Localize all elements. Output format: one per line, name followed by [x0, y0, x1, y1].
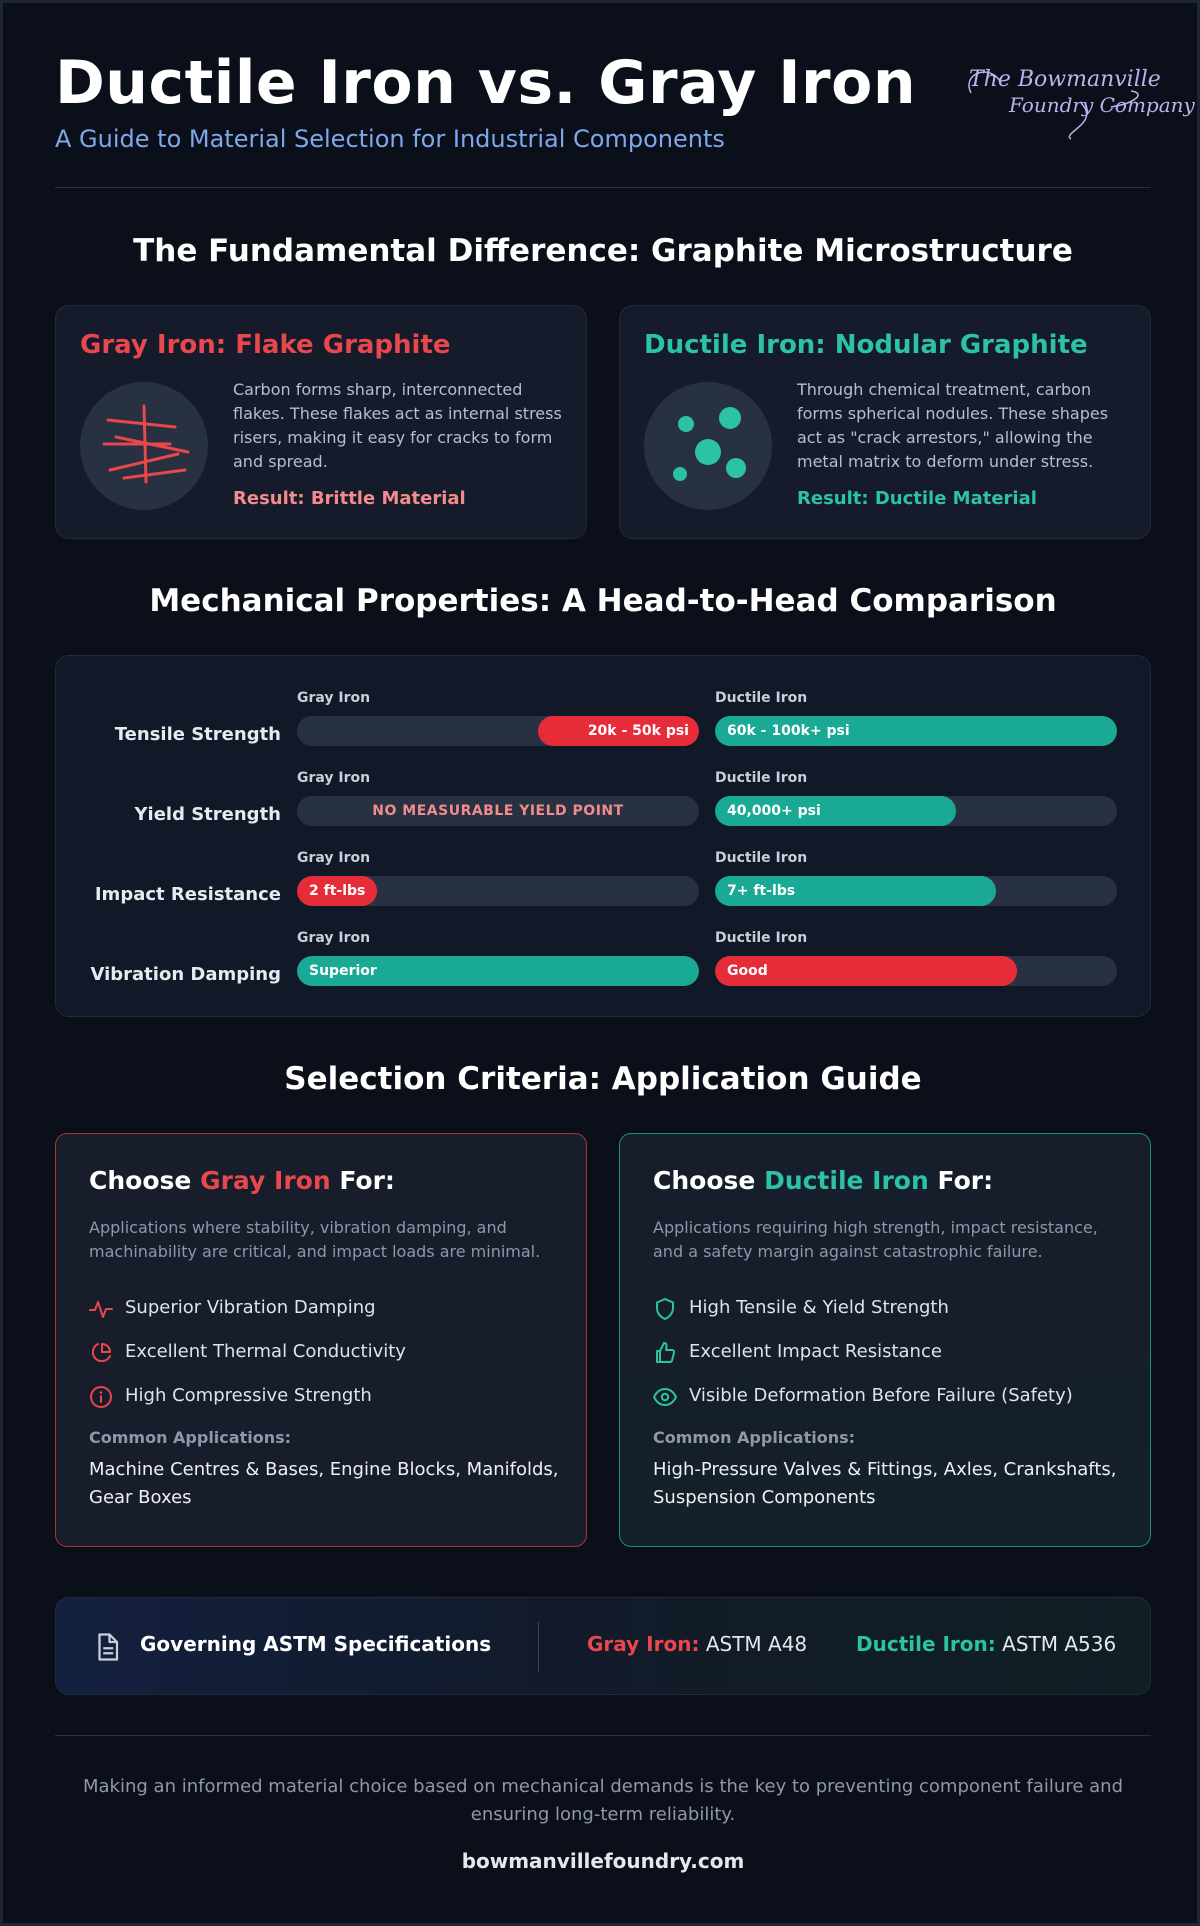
gray-iron-selection-heading: [89, 1166, 395, 1195]
gray-bar-fill: Superior: [297, 956, 699, 986]
footer-text: Making an informed material choice based on mechanical demands is the key to preventing component failure and ensuring long-term reliability.: [83, 1776, 1123, 1825]
ductile-iron-word: Ductile Iron: [764, 1166, 929, 1195]
flake-graphite-icon: [80, 382, 208, 510]
ductile-iron-selection-heading: [653, 1166, 993, 1195]
ductile-feature-label: Excellent Impact Resistance: [689, 1341, 942, 1362]
logo-line-2: Foundry Company: [1009, 93, 1195, 117]
section-title-selection: Selection Criteria: Application Guide: [284, 1061, 922, 1097]
astm-title: Governing ASTM Specifications: [140, 1632, 492, 1656]
logo-line-1: The Bowmanville: [969, 67, 1161, 92]
ductile-bar-track: [715, 876, 1117, 906]
gray-bar-fill: 2 ft-lbs: [297, 876, 377, 906]
for-word: For:: [339, 1166, 395, 1195]
ductile-iron-selection-description: Applications requiring high strength, impact resistance, and a safety margin against catastrophic failure.: [653, 1218, 1098, 1261]
property-row: [56, 770, 1152, 830]
section-title-properties: Mechanical Properties: A Head-to-Head Comparison: [149, 583, 1057, 619]
divider: [55, 1735, 1151, 1736]
gray-iron-label: Gray Iron: [297, 930, 371, 946]
gray-feature-label: High Compressive Strength: [125, 1385, 372, 1406]
gray-apps-list: Machine Centres & Bases, Engine Blocks, Manifolds, Gear Boxes: [89, 1459, 559, 1508]
gray-apps-heading: Common Applications:: [89, 1428, 292, 1447]
gray-iron-word: Gray Iron: [200, 1166, 331, 1195]
ductile-bar-fill: Good: [715, 956, 1017, 986]
shield-icon: [653, 1297, 677, 1321]
gray-bar-track: [297, 956, 699, 986]
ductile-iron-label: Ductile Iron: [715, 930, 808, 946]
ductile-bar-track: [715, 716, 1117, 746]
ductile-apps-heading: Common Applications:: [653, 1428, 856, 1447]
property-name: Vibration Damping: [90, 964, 281, 985]
gray-feature-label: Superior Vibration Damping: [125, 1297, 376, 1318]
property-name: Impact Resistance: [94, 884, 281, 905]
properties-panel: [55, 655, 1151, 1017]
gray-iron-label: Gray Iron: [297, 850, 371, 866]
footer-url-link[interactable]: bowmanvillefoundry.com: [461, 1849, 745, 1873]
ductile-iron-label: Ductile Iron: [715, 850, 808, 866]
astm-gray-spec: [587, 1632, 807, 1656]
ductile-iron-result: Result: Ductile Material: [797, 488, 1037, 509]
choose-word: Choose: [653, 1166, 756, 1195]
ductile-bar-track: [715, 956, 1117, 986]
astm-gray-label: Gray Iron:: [587, 1632, 700, 1656]
gray-iron-selection-card: [55, 1133, 587, 1547]
gray-bar-track: [297, 716, 699, 746]
ductile-bar-fill: 60k - 100k+ psi: [715, 716, 1117, 746]
astm-specifications-bar: [55, 1597, 1151, 1695]
for-word: For:: [937, 1166, 994, 1195]
ductile-feature-label: Visible Deformation Before Failure (Safety): [689, 1385, 1073, 1406]
gray-bar-track: [297, 796, 699, 826]
property-name: Tensile Strength: [114, 724, 281, 745]
ductile-iron-label: Ductile Iron: [715, 770, 808, 786]
gray-iron-card: [55, 305, 587, 539]
ductile-bar-track: [715, 796, 1117, 826]
ductile-iron-heading: Ductile Iron: Nodular Graphite: [644, 330, 1088, 360]
astm-ductile-value: ASTM A536: [1002, 1632, 1117, 1656]
property-row: [56, 850, 1152, 910]
property-row: [56, 690, 1152, 750]
property-name: Yield Strength: [134, 804, 281, 825]
eye-icon: [653, 1385, 677, 1409]
gray-iron-selection-description: Applications where stability, vibration damping, and machinability are critical, and impact loads are minimal.: [89, 1218, 541, 1261]
ductile-iron-label: Ductile Iron: [715, 690, 808, 706]
page-subtitle: A Guide to Material Selection for Industrial Components: [55, 125, 725, 153]
info-circle-icon: [89, 1385, 113, 1409]
gray-iron-description: Carbon forms sharp, interconnected flakes. These flakes act as internal stress risers, making it easy for cracks to form and spread.: [233, 380, 562, 471]
ductile-apps-list: High-Pressure Valves & Fittings, Axles, Crankshafts, Suspension Components: [653, 1459, 1117, 1508]
choose-word: Choose: [89, 1166, 192, 1195]
astm-ductile-label: Ductile Iron:: [856, 1632, 996, 1656]
page-title: Ductile Iron vs. Gray Iron: [55, 48, 917, 118]
astm-gray-value: ASTM A48: [705, 1632, 808, 1656]
gray-iron-label: Gray Iron: [297, 770, 371, 786]
ductile-iron-card: [619, 305, 1151, 539]
astm-ductile-spec: [856, 1632, 1116, 1656]
ductile-feature-label: High Tensile & Yield Strength: [689, 1297, 949, 1318]
gray-iron-label: Gray Iron: [297, 690, 371, 706]
gray-iron-result: Result: Brittle Material: [233, 488, 466, 509]
ductile-bar-fill: 40,000+ psi: [715, 796, 956, 826]
ductile-iron-description: Through chemical treatment, carbon forms spherical nodules. These shapes act as "crack arrestors," allowing the metal matrix to deform under stress.: [797, 380, 1109, 471]
pie-chart-icon: [89, 1341, 113, 1365]
ductile-iron-selection-card: [619, 1133, 1151, 1547]
gray-bar-fill: 20k - 50k psi: [538, 716, 699, 746]
gray-feature-label: Excellent Thermal Conductivity: [125, 1341, 406, 1362]
gray-bar-text: NO MEASURABLE YIELD POINT: [372, 803, 624, 819]
company-logo: [961, 63, 1195, 143]
gray-iron-heading: Gray Iron: Flake Graphite: [80, 330, 451, 360]
section-title-microstructure: The Fundamental Difference: Graphite Microstructure: [133, 233, 1073, 269]
divider: [55, 187, 1151, 188]
header: [55, 45, 1195, 155]
thumbs-up-icon: [653, 1341, 677, 1365]
activity-pulse-icon: [89, 1297, 113, 1321]
astm-separator: [538, 1622, 539, 1672]
document-icon: [92, 1632, 122, 1662]
gray-bar-track: [297, 876, 699, 906]
nodular-graphite-icon: [644, 382, 772, 510]
property-row: [56, 930, 1152, 990]
ductile-bar-fill: 7+ ft-lbs: [715, 876, 996, 906]
